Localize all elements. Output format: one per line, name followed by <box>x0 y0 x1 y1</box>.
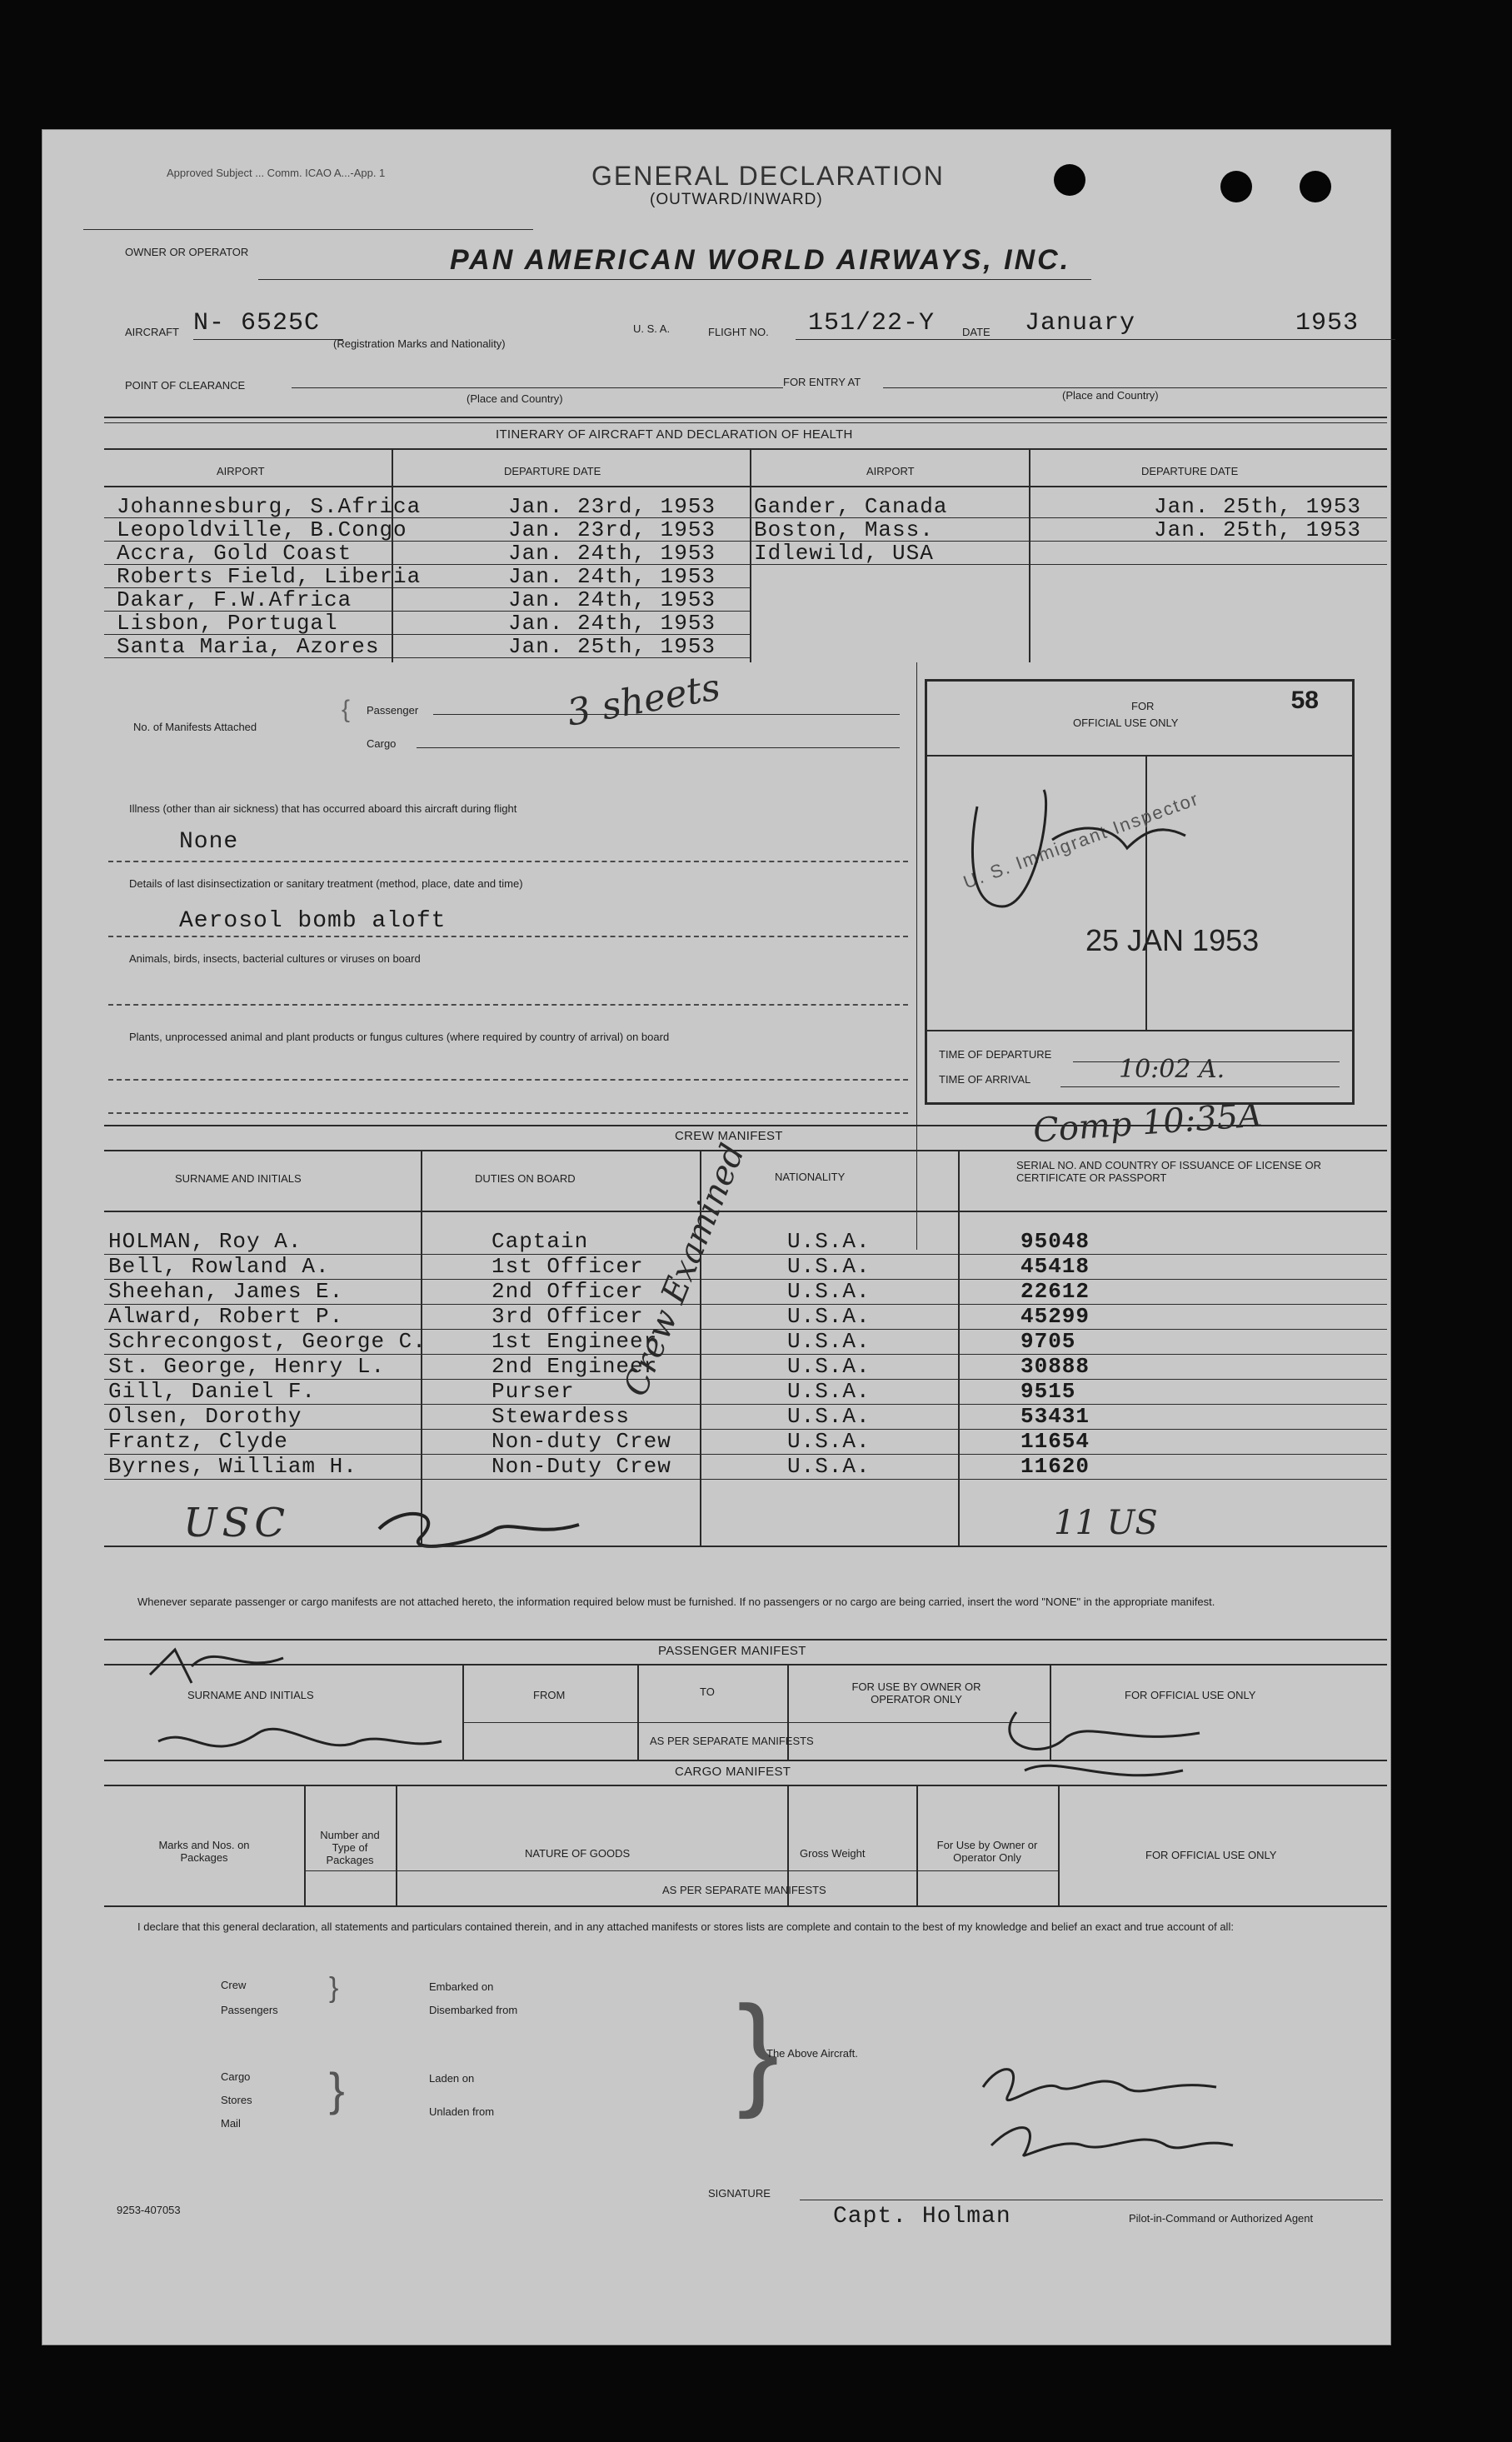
crew-serial-header: SERIAL NO. AND COUNTRY OF ISSUANCE OF LICENSE OR CERTIFICATE OR PASSPORT <box>1016 1159 1321 1184</box>
operator-name: PAN AMERICAN WORLD AIRWAYS, INC. <box>450 244 1071 276</box>
crew-duty: Stewardess <box>492 1404 631 1429</box>
crew-name: Gill, Daniel F. <box>108 1379 317 1404</box>
passenger-manifest-label: Passenger <box>367 704 419 717</box>
passenger-signature-scribble <box>142 1641 458 1808</box>
flight-number: 151/22-Y <box>808 309 936 337</box>
approval-note: Approved Subject ... Comm. ICAO A...-App. 1 <box>167 167 386 179</box>
itinerary-departure-date: Jan. 25th, 1953 <box>1154 494 1362 519</box>
itinerary-airport: Leopoldville, B.Congo <box>117 517 407 542</box>
passenger-official-header: FOR OFFICIAL USE ONLY <box>1125 1689 1256 1701</box>
date-year: 1953 <box>1295 309 1360 337</box>
crew-name: Alward, Robert P. <box>108 1304 344 1329</box>
crew-examined-handwritten: Crew Examined <box>616 1138 753 1402</box>
form-subtitle: (OUTWARD/INWARD) <box>650 191 823 208</box>
passenger-to-header: TO <box>700 1685 715 1698</box>
declaration-text: I declare that this general declaration, all statements and particulars contained therein, and in any attached manifests or stores lists are complete and contain to the best of my knowledge and belief an exact and true account of all: <box>137 1920 1234 1933</box>
itinerary-airport: Johannesburg, S.Africa <box>117 494 422 519</box>
itinerary-departure-header: DEPARTURE DATE <box>504 465 601 477</box>
crew-serial: 9705 <box>1020 1329 1076 1354</box>
cargo-marks-header: Marks and Nos. on Packages <box>158 1839 250 1864</box>
cargo-owner-header: For Use by Owner or Operator Only <box>936 1839 1038 1864</box>
manifest-notice: Whenever separate passenger or cargo manifests are not attached hereto, the information required below must be furnished. If no passengers or no cargo are being carried, insert the word "NONE" in the appropriate manifest. <box>137 1596 1215 1608</box>
itinerary-airport: Idlewild, USA <box>754 541 934 566</box>
itinerary-airport: Santa Maria, Azores <box>117 634 380 659</box>
crew-duty: 3rd Officer <box>492 1304 644 1329</box>
manifests-label: No. of Manifests Attached <box>133 721 257 733</box>
form-title: GENERAL DECLARATION <box>591 161 945 191</box>
pilot-label: Pilot-in-Command or Authorized Agent <box>1129 2212 1314 2225</box>
passenger-sheets-handwritten: 3 sheets <box>563 666 724 735</box>
passenger-owner-header: FOR USE BY OWNER OR OPERATOR ONLY <box>851 1680 981 1705</box>
owner-label: OWNER OR OPERATOR <box>125 246 249 258</box>
illness-value: None <box>179 829 239 855</box>
crew-name: Bell, Rowland A. <box>108 1254 330 1279</box>
departure-time-label: TIME OF DEPARTURE <box>939 1048 1052 1061</box>
signature-typed-name: Capt. Holman <box>833 2204 1011 2230</box>
itinerary-airport-header: AIRPORT <box>866 465 915 477</box>
crew-nationality: U.S.A. <box>787 1279 871 1304</box>
cargo-per-separate: AS PER SEPARATE MANIFESTS <box>662 1884 826 1896</box>
itinerary-airport-header: AIRPORT <box>217 465 265 477</box>
itinerary-departure-date: Jan. 25th, 1953 <box>1154 517 1362 542</box>
passenger-per-separate: AS PER SEPARATE MANIFESTS <box>650 1735 814 1747</box>
crew-nationality: U.S.A. <box>787 1329 871 1354</box>
cargo-number-header: Number and Type of Packages <box>320 1829 380 1866</box>
clearance-note: (Place and Country) <box>467 392 563 405</box>
clearance-label: POINT OF CLEARANCE <box>125 379 246 392</box>
crew-nationality: U.S.A. <box>787 1229 871 1254</box>
itinerary-airport: Accra, Gold Coast <box>117 541 352 566</box>
arrival-time-value: 10:02 A. <box>1119 1055 1225 1084</box>
punch-hole <box>1220 171 1252 202</box>
crew-manifest-title: CREW MANIFEST <box>675 1129 783 1143</box>
crew-nationality: U.S.A. <box>787 1379 871 1404</box>
aircraft-registration: N- 6525C <box>193 309 321 337</box>
crew-name: St. George, Henry L. <box>108 1354 386 1379</box>
itinerary-title: ITINERARY OF AIRCRAFT AND DECLARATION OF HEALTH <box>496 427 853 442</box>
flight-label: FLIGHT NO. <box>708 326 769 338</box>
cargo-official-header: FOR OFFICIAL USE ONLY <box>1145 1849 1277 1861</box>
crew-duty: Non-Duty Crew <box>492 1454 671 1479</box>
stamp-date: 25 JAN 1953 <box>1085 923 1260 957</box>
crew-nationality: U.S.A. <box>787 1354 871 1379</box>
cargo-manifest-label: Cargo <box>367 737 397 750</box>
punch-hole <box>1300 171 1331 202</box>
cargo-manifest-title: CARGO MANIFEST <box>675 1765 791 1779</box>
crew-nationality: U.S.A. <box>787 1404 871 1429</box>
date-month: January <box>1025 309 1136 337</box>
form-number: 9253-407053 <box>117 2204 181 2216</box>
passenger-manifest-title: PASSENGER MANIFEST <box>658 1644 806 1658</box>
crew-name: Sheehan, James E. <box>108 1279 344 1304</box>
completed-time-handwritten: Comp 10:35A <box>1031 1096 1264 1151</box>
itinerary-departure-date: Jan. 24th, 1953 <box>508 541 716 566</box>
official-number: 58 <box>1290 687 1319 714</box>
animals-label: Animals, birds, insects, bacterial cultures or viruses on board <box>129 952 421 965</box>
aircraft-note: (Registration Marks and Nationality) <box>333 337 506 350</box>
total-us-handwritten: 11 US <box>1054 1504 1158 1542</box>
crew-duty: Purser <box>492 1379 575 1404</box>
arrival-time-label: TIME OF ARRIVAL <box>939 1073 1031 1086</box>
itinerary-departure-date: Jan. 24th, 1953 <box>508 611 716 636</box>
inspector-signature <box>944 773 1194 940</box>
crew-label: Crew <box>221 1979 247 1991</box>
crew-nationality: U.S.A. <box>787 1304 871 1329</box>
itinerary-airport: Lisbon, Portugal <box>117 611 338 636</box>
crew-nationality: U.S.A. <box>787 1254 871 1279</box>
crew-nationality: U.S.A. <box>787 1454 871 1479</box>
crew-serial: 53431 <box>1020 1404 1090 1429</box>
itinerary-departure-header: DEPARTURE DATE <box>1141 465 1239 477</box>
itinerary-departure-date: Jan. 24th, 1953 <box>508 587 716 612</box>
punch-hole <box>1054 164 1085 196</box>
crew-serial: 11620 <box>1020 1454 1090 1479</box>
laden-label: Laden on <box>429 2072 475 2085</box>
crew-serial: 30888 <box>1020 1354 1090 1379</box>
disembarked-label: Disembarked from <box>429 2004 518 2016</box>
crew-duty: 1st Officer <box>492 1254 644 1279</box>
crew-duties-header: DUTIES ON BOARD <box>475 1172 576 1185</box>
crew-serial: 95048 <box>1020 1229 1090 1254</box>
crew-duty: 2nd Engineer <box>492 1354 658 1379</box>
itinerary-departure-date: Jan. 23rd, 1953 <box>508 517 716 542</box>
crew-serial: 22612 <box>1020 1279 1090 1304</box>
date-label: DATE <box>962 326 991 338</box>
official-use-box <box>925 679 1355 1105</box>
unladen-label: Unladen from <box>429 2105 495 2118</box>
crew-duty: Non-duty Crew <box>492 1429 671 1454</box>
crew-serial: 45418 <box>1020 1254 1090 1279</box>
itinerary-departure-date: Jan. 23rd, 1953 <box>508 494 716 519</box>
aircraft-label: AIRCRAFT <box>125 326 179 338</box>
passengers-label: Passengers <box>221 2004 278 2016</box>
crew-duty: Captain <box>492 1229 589 1254</box>
itinerary-departure-date: Jan. 25th, 1953 <box>508 634 716 659</box>
disinsect-label: Details of last disinsectization or sanitary treatment (method, place, date and time) <box>129 877 523 890</box>
signature-label: SIGNATURE <box>708 2187 771 2200</box>
itinerary-airport: Boston, Mass. <box>754 517 934 542</box>
usc-handwritten: USC <box>183 1500 291 1546</box>
crew-name: Frantz, Clyde <box>108 1429 288 1454</box>
official-title: OFFICIAL USE ONLY <box>1073 717 1179 729</box>
cargo-weight-header: Gross Weight <box>800 1847 866 1860</box>
crew-duty: 2nd Officer <box>492 1279 644 1304</box>
crew-name-header: SURNAME AND INITIALS <box>175 1172 302 1185</box>
captain-signature <box>966 2054 1241 2179</box>
crew-name: Schrecongost, George C. <box>108 1329 427 1354</box>
disinsect-value: Aerosol bomb aloft <box>179 908 447 934</box>
itinerary-departure-date: Jan. 24th, 1953 <box>508 564 716 589</box>
above-aircraft-label: The Above Aircraft. <box>766 2047 858 2060</box>
crew-serial: 9515 <box>1020 1379 1076 1404</box>
crew-nationality-header: NATIONALITY <box>775 1171 846 1183</box>
crew-serial: 11654 <box>1020 1429 1090 1454</box>
plants-label: Plants, unprocessed animal and plant products or fungus cultures (where required by country of arrival) on board <box>129 1031 670 1043</box>
passenger-name-header: SURNAME AND INITIALS <box>187 1689 314 1701</box>
embarked-label: Embarked on <box>429 1980 494 1993</box>
cargo-label: Cargo <box>221 2070 251 2083</box>
official-signature-scribble <box>991 1695 1208 1795</box>
usa-label: U. S. A. <box>633 322 671 335</box>
itinerary-airport: Roberts Field, Liberia <box>117 564 422 589</box>
crew-name: Olsen, Dorothy <box>108 1404 302 1429</box>
crew-name: Byrnes, William H. <box>108 1454 357 1479</box>
crew-name: HOLMAN, Roy A. <box>108 1229 302 1254</box>
mail-label: Mail <box>221 2117 241 2130</box>
itinerary-airport: Dakar, F.W.Africa <box>117 587 352 612</box>
crew-nationality: U.S.A. <box>787 1429 871 1454</box>
illness-label: Illness (other than air sickness) that has occurred aboard this aircraft during flight <box>129 802 517 815</box>
crew-serial: 45299 <box>1020 1304 1090 1329</box>
examiner-scribble <box>371 1504 587 1562</box>
immigrant-inspector-stamp: U. S. Immigrant Inspector <box>961 787 1202 893</box>
passenger-from-header: FROM <box>533 1689 566 1701</box>
crew-duty: 1st Engineer <box>492 1329 658 1354</box>
stores-label: Stores <box>221 2094 252 2106</box>
entry-label: FOR ENTRY AT <box>783 376 861 388</box>
entry-note: (Place and Country) <box>1062 389 1159 402</box>
itinerary-airport: Gander, Canada <box>754 494 948 519</box>
official-for-label: FOR <box>1131 700 1155 712</box>
cargo-nature-header: NATURE OF GOODS <box>525 1847 631 1860</box>
declaration-sheet: Approved Subject ... Comm. ICAO A...-App. 1 GENERAL DECLARATION (OUTWARD/INWARD) OWNER OR OPERATOR PAN AMERICAN WORLD AIRWAYS, INC. AIRCRAFT N- 6525C (Registration Marks and Nationality) U. S. A. FLIGHT NO. 151/22-Y DATE January 1953 POINT OF CLEARANCE (Place and Country) FOR ENTRY AT (Place and Country) ITINERARY OF AIRCRAFT AND DECLARATION OF HEALTH AIRPORT DEPARTURE DATE AIRPORT DEPARTURE DATE Johannesburg, S.Africa Jan. 23rd, 1953 Leopoldville, B.Congo Jan. 23rd, 1953 Accra, Gold Coast Jan. 24th, 1953 Roberts Field, Liberia Jan. 24th, 1953 Dakar, F.W.Africa Jan. 24th, 1953 Lisbon, Portugal Jan. 24th, 1953 Santa Maria, Azores Jan. 25th, 1953 Gander, Canada Jan. 25th, 1953 Boston, Mass. Jan. 25th, 1953 Idlewild, USA No. of Manifests Attached { Passenger Cargo 3 sheets Illness (other than air sickness) that has occurred aboard this aircraft during flight None Details of last disinsectization or sanitary treatment (method, place, date and time) Aerosol bomb aloft Animals, birds, insects, bacterial cultures or viruses on board Plants, unprocessed animal and plant products or fungus cultures (where required by country of arrival) on board 58 FOR OFFICIAL USE ONLY U. S. Immigrant Inspector 25 JAN 1953 TIME OF DEPARTURE TIME OF ARRIVAL 10:02 A. Comp 10:35A CREW MANIFEST SURNAME AND INITIALS DUTIES ON BOARD NATIONALITY SERIAL NO. AND COUNTRY OF ISSUANCE OF LICENSE OR CERTIFICATE OR PASSPORT HOLMAN, Roy A. Captain U.S.A. 95048 Bell, Rowland A. 1st Officer U.S.A. 45418 Sheehan, James E. 2nd Officer U.S.A. 22612 Alward, Robert P. 3rd Officer U.S.A. 45299 Schrecongost, George C. 1st Engineer U.S.A. 9705 St. George, Henry L. 2nd Engineer U.S.A. 30888 Gill, Daniel F. Purser U.S.A. 9515 Olsen, Dorothy Stewardess U.S.A. 53431 Frantz, Clyde Non-duty Crew U.S.A. 11654 Byrnes, William H. Non-Duty Crew U.S.A. 11620 USC 11 US Crew Examined Whenever separate passenger or cargo manifests are not attached hereto, the information required below must be furnished. If no passengers or no cargo are being carried, insert the word "NONE" in the appropriate manifest. PASSENGER MANIFEST SURNAME AND INITIALS FROM TO FOR USE BY OWNER OR OPERATOR ONLY FOR OFFICIAL USE ONLY AS PER SEPARATE MANIFESTS CARGO MANIFEST Marks and Nos. on Packages Number and Type of Packages NATURE OF GOODS Gross Weight For Use by Owner or Operator Only FOR OFFICIAL USE ONLY AS PER SEPARATE MANIFESTS I declare that this general declaration, all statements and particulars contained therein, and in any attached manifests or stores lists are complete and contain to the best of my knowledge and belief an exact and true account of all: Crew Passengers } Embarked on Disembarked from Cargo Stores Mail } Laden on Unladen from } The Above Aircraft. SIGNATURE Capt. Holman Pilot-in-Command or Authorized Agent 9253-407053 <box>42 129 1391 2345</box>
